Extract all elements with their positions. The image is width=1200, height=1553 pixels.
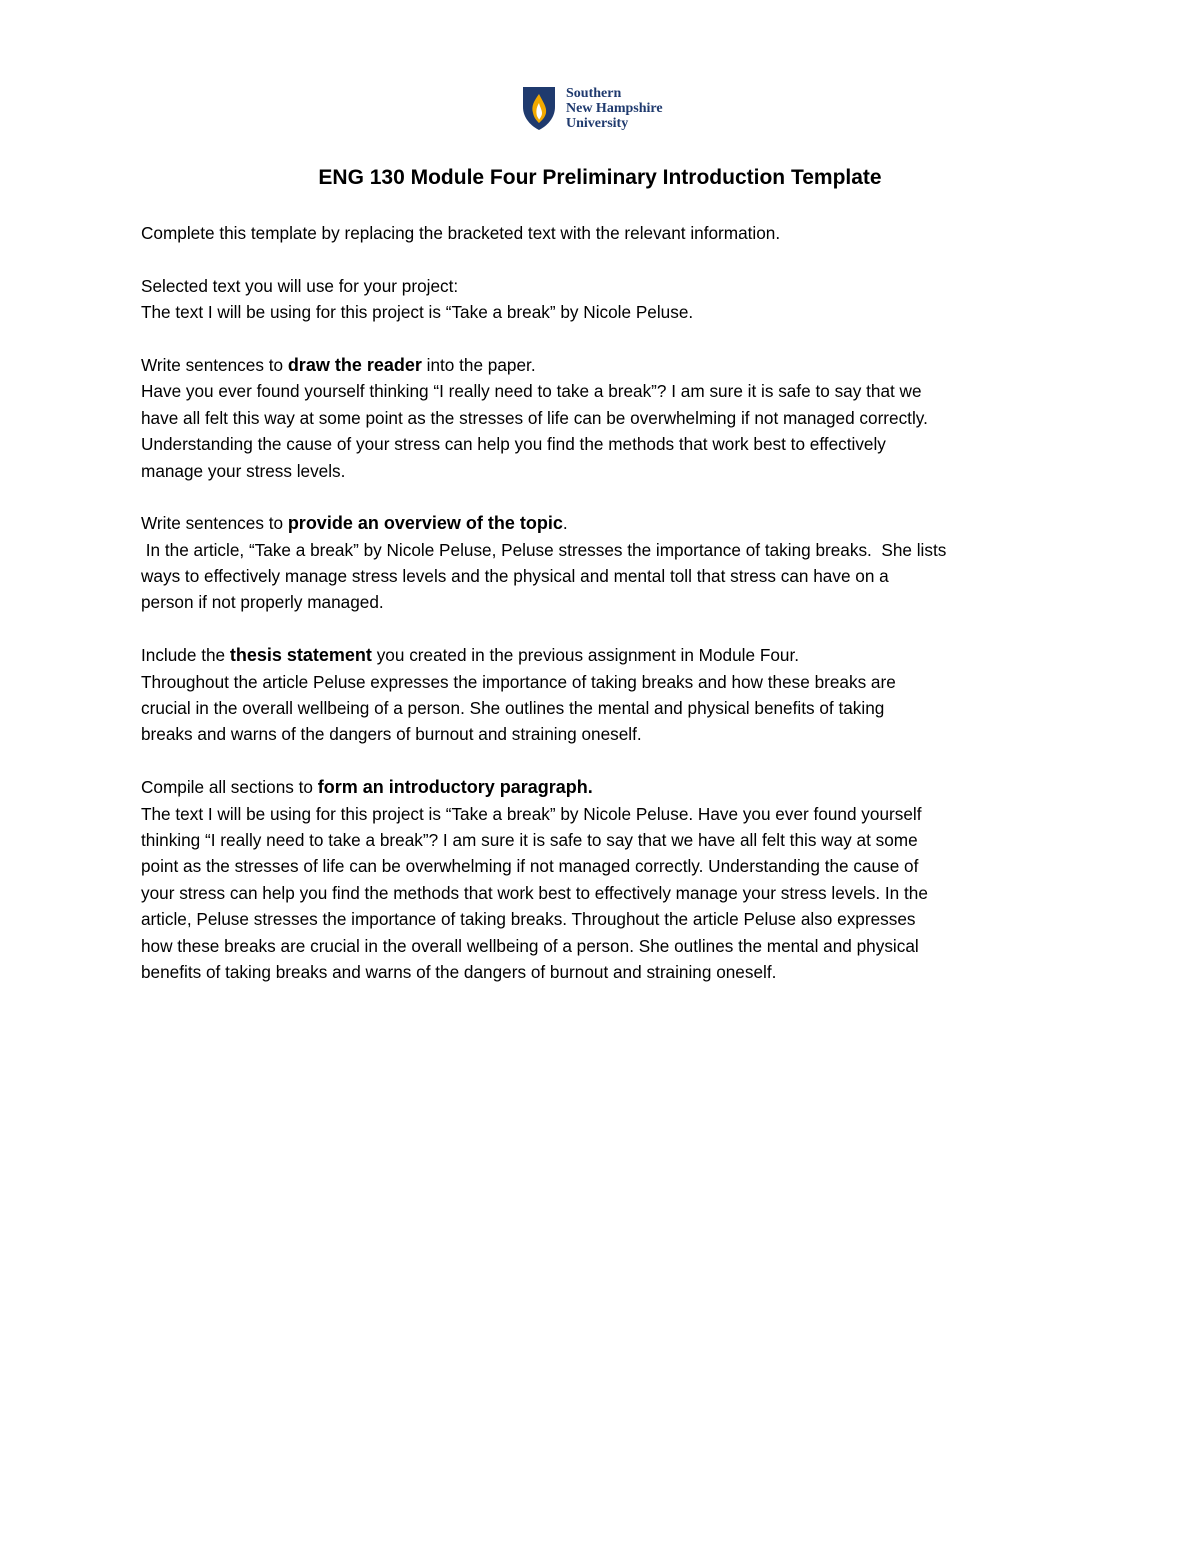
prompt-text: you created in the previous assignment in Module Four. xyxy=(371,645,799,666)
logo-wordmark xyxy=(566,86,663,131)
section5-line: how these breaks are crucial in the overall wellbeing of a person. She outlines the mental and physical xyxy=(141,935,919,956)
logo-line-2: New Hampshire xyxy=(566,100,663,116)
section2-prompt xyxy=(141,352,1071,378)
prompt-emphasis: form an introductory paragraph. xyxy=(317,777,593,798)
section3-line: person if not properly managed. xyxy=(141,592,384,613)
prompt-emphasis: thesis statement xyxy=(229,645,372,666)
prompt-text: . xyxy=(562,513,568,534)
section3-line: ways to effectively manage stress levels and the physical and mental toll that stress can have on a xyxy=(141,566,889,587)
logo-line-3: University xyxy=(566,115,629,131)
shield-flame-icon xyxy=(521,85,557,131)
section5-line: your stress can help you find the methods that work best to effectively manage your stress levels. In the xyxy=(141,882,928,903)
section5-line: thinking “I really need to take a break”? I am sure it is safe to say that we have all felt this way at some xyxy=(141,829,918,850)
section5-line: point as the stresses of life can be overwhelming if not managed correctly. Understanding the cause of xyxy=(141,856,919,877)
section5-line: benefits of taking breaks and warns of the dangers of burnout and straining oneself. xyxy=(141,961,777,982)
section3-prompt xyxy=(141,510,1071,536)
prompt-text: Compile all sections to xyxy=(141,777,318,798)
prompt-text: Include the xyxy=(141,645,230,666)
section2-line: Understanding the cause of your stress can help you find the methods that work best to effectively xyxy=(141,434,886,455)
section1-prompt: Selected text you will use for your project: xyxy=(141,275,459,296)
prompt-text: Write sentences to xyxy=(141,354,288,375)
section5-line: article, Peluse stresses the importance of taking breaks. Throughout the article Peluse also expresses xyxy=(141,909,916,930)
section2-line: Have you ever found yourself thinking “I really need to take a break”? I am sure it is safe to say that we xyxy=(141,381,922,402)
section2-line: have all felt this way at some point as the stresses of life can be overwhelming if not managed correctly. xyxy=(141,407,928,428)
section2-line: manage your stress levels. xyxy=(141,460,346,481)
logo-line-1: Southern xyxy=(566,85,622,101)
prompt-emphasis: provide an overview of the topic xyxy=(287,513,563,534)
section4-line: crucial in the overall wellbeing of a person. She outlines the mental and physical benefits of taking xyxy=(141,698,885,719)
section5-line: The text I will be using for this project is “Take a break” by Nicole Peluse. Have you ever found yourself xyxy=(141,803,922,824)
section5-prompt xyxy=(141,774,1071,800)
section1-line: The text I will be using for this project is “Take a break” by Nicole Peluse. xyxy=(141,302,694,323)
instructions: Complete this template by replacing the bracketed text with the relevant information. xyxy=(141,223,781,243)
section4-line: Throughout the article Peluse expresses the importance of taking breaks and how these breaks are xyxy=(141,671,896,692)
page-title: ENG 130 Module Four Preliminary Introduction Template xyxy=(318,166,882,189)
section4-line: breaks and warns of the dangers of burnout and straining oneself. xyxy=(141,724,642,745)
university-logo xyxy=(521,84,691,132)
prompt-text: Write sentences to xyxy=(141,513,288,534)
prompt-text: into the paper. xyxy=(421,354,536,375)
document-body xyxy=(141,220,1071,985)
section4-prompt xyxy=(141,642,1071,668)
prompt-emphasis: draw the reader xyxy=(287,354,422,375)
section3-line: In the article, “Take a break” by Nicole Peluse, Peluse stresses the importance of taking breaks. She lists xyxy=(141,539,947,560)
